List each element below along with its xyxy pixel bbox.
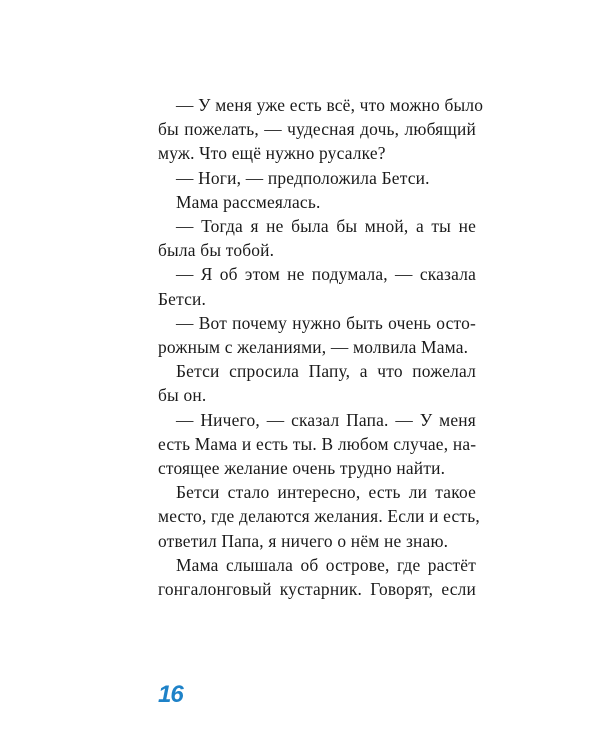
- text-line: есть Мама и есть ты. В любом случае, на-: [158, 433, 477, 454]
- text-line: была бы тобой.: [158, 240, 275, 261]
- text-line: ответил Папа, я ничего о нём не знаю.: [158, 530, 449, 551]
- book-page-text: [158, 93, 484, 601]
- text-line: Мама слышала об острове, где растёт: [176, 554, 476, 575]
- text-line: муж. Что ещё нужно русалке?: [158, 143, 386, 164]
- text-line: Бетси спросила Папу, а что пожелал: [176, 361, 476, 382]
- text-line: место, где делаются желания. Если и есть,: [158, 506, 480, 527]
- text-line: гонгалонговый кустарник. Говорят, если: [158, 579, 476, 600]
- text-line: рожным с желаниями, — молвила Мама.: [158, 337, 469, 358]
- text-line: — Ничего, — сказал Папа. — У меня: [176, 409, 476, 430]
- text-line: стоящее желание очень трудно найти.: [158, 458, 446, 479]
- text-line: Бетси.: [158, 288, 207, 309]
- text-line: Бетси стало интересно, есть ли такое: [176, 482, 476, 503]
- text-line: — У меня уже есть всё, что можно было: [176, 95, 484, 115]
- text-line: бы пожелать, — чудесная дочь, любящий: [158, 119, 476, 140]
- text-line: — Вот почему нужно быть очень осто-: [176, 312, 476, 333]
- text-line: бы он.: [158, 385, 207, 406]
- text-line: — Тогда я не была бы мной, а ты не: [176, 216, 476, 237]
- text-line: — Я об этом не подумала, — сказала: [176, 264, 476, 285]
- text-line: — Ноги, — предположила Бетси.: [176, 167, 430, 188]
- page-number: 16: [158, 681, 183, 708]
- text-line: Мама рассмеялась.: [176, 191, 321, 212]
